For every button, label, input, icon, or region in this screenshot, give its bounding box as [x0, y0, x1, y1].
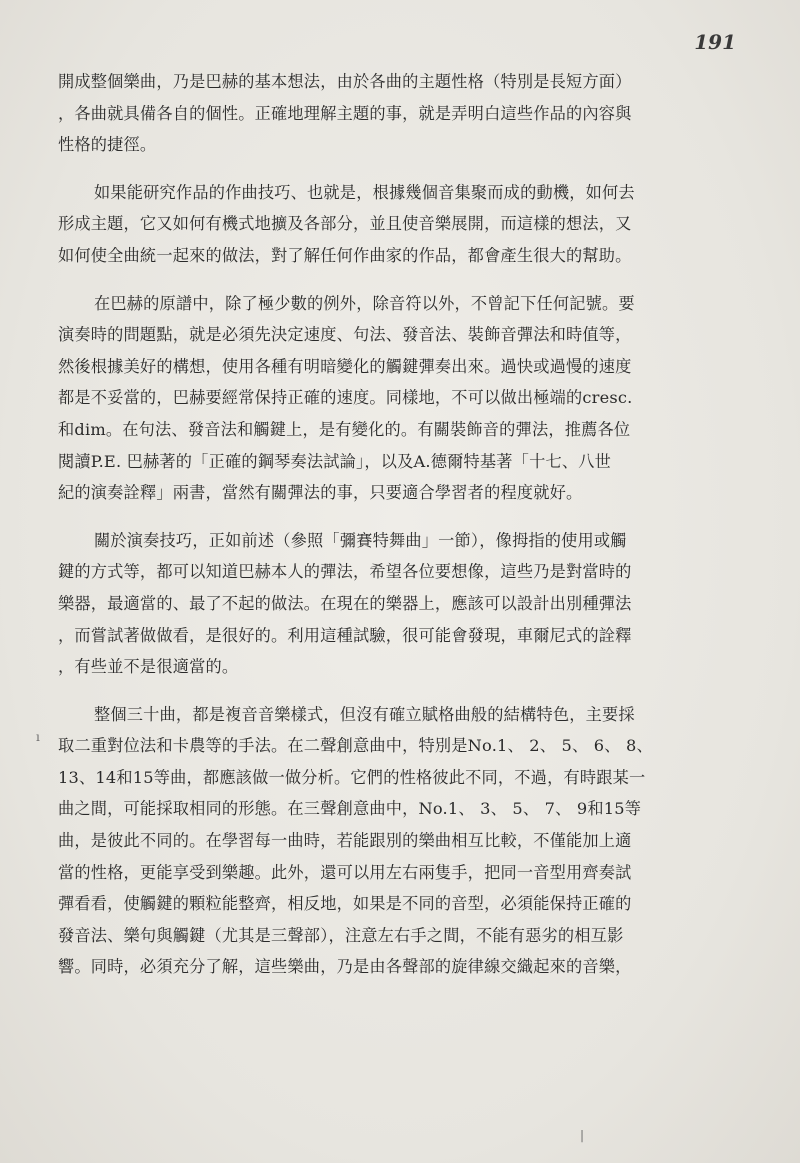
text-line: 開成整個樂曲，乃是巴赫的基本想法，由於各曲的主題性格（特別是長短方面） [58, 72, 632, 91]
page-number: 191 [694, 30, 736, 54]
text-line: 發音法、樂句與觸鍵（尤其是三聲部），注意左右手之間，不能有惡劣的相互影 [58, 925, 624, 945]
text-line: ，而嘗試著做做看，是很好的。利用這種試驗，很可能會發現，車爾尼式的詮釋 [58, 625, 632, 645]
text-line: 演奏時的問題點，就是必須先決定速度、句法、發音法、裝飾音彈法和時值等， [58, 325, 632, 345]
paragraph-2 [58, 177, 744, 272]
text-line: 閱讀P.E. 巴赫著的「正確的鋼琴奏法試論」，以及A.德爾特基著「十七、八世 [58, 451, 612, 471]
text-line: 都是不妥當的，巴赫要經常保持正確的速度。同樣地，不可以做出極端的cresc. [58, 388, 633, 408]
text-line: 如何使全曲統一起來的做法，對了解任何作曲家的作品，都會產生很大的幫助。 [58, 245, 632, 265]
text-line: 取二重對位法和卡農等的手法。在二聲創意曲中，特別是No.1、 2、 5、 6、 8、 [58, 736, 653, 756]
text-line: 13、14和15等曲，都應該做一做分析。它們的性格彼此不同，不過，有時跟某一 [58, 767, 646, 787]
paragraph-3 [58, 288, 744, 509]
text-line: 曲，是彼此不同的。在學習每一曲時，若能跟別的樂曲相互比較，不僅能加上適 [58, 831, 632, 851]
text-line: 彈看看，使觸鍵的顆粒能整齊，相反地，如果是不同的音型，必須能保持正確的 [58, 894, 632, 914]
text-line: 性格的捷徑。 [58, 135, 157, 155]
paragraph-1 [58, 66, 744, 161]
paragraph-4 [58, 525, 744, 683]
text-line: 紀的演奏詮釋」兩書，當然有關彈法的事，只要適合學習者的程度就好。 [58, 483, 583, 503]
text-line: 鍵的方式等，都可以知道巴赫本人的彈法，希望各位要想像，這些乃是對當時的 [58, 562, 632, 582]
text-line: ，有些並不是很適當的。 [58, 657, 239, 677]
text-line: ，各曲就具備各自的個性。正確地理解主題的事，就是弄明白這些作品的內容與 [58, 103, 632, 123]
body-text [58, 66, 744, 999]
text-line: 和dim。在句法、發音法和觸鍵上，是有變化的。有關裝飾音的彈法，推薦各位 [58, 419, 631, 439]
text-line: 形成主題，它又如何有機式地擴及各部分，並且使音樂展開，而這樣的想法，又 [58, 214, 632, 234]
text-line: 整個三十曲，都是複音音樂樣式，但沒有確立賦格曲般的結構特色，主要採 [94, 704, 635, 724]
scan-mark: ı [36, 730, 40, 744]
scan-mark: | [580, 1128, 585, 1142]
text-line: 曲之間，可能採取相同的形態。在三聲創意曲中，No.1、 3、 5、 7、 9和15等 [58, 799, 642, 819]
text-line: 樂器，最適當的、最了不起的做法。在現在的樂器上，應該可以設計出別種彈法 [58, 593, 632, 613]
text-line: 如果能研究作品的作曲技巧、也就是，根據幾個音集聚而成的動機，如何去 [94, 182, 635, 202]
text-line: 關於演奏技巧，正如前述（參照「彌賽特舞曲」一節），像拇指的使用或觸 [94, 530, 627, 550]
text-line: 當的性格，更能享受到樂趣。此外，還可以用左右兩隻手，把同一音型用齊奏試 [58, 862, 632, 882]
paragraph-5 [58, 699, 744, 983]
text-line: 在巴赫的原譜中，除了極少數的例外，除音符以外，不曾記下任何記號。要 [94, 293, 635, 313]
text-line: 響。同時，必須充分了解，這些樂曲，乃是由各聲部的旋律線交織起來的音樂， [58, 957, 632, 977]
text-line: 然後根據美好的構想，使用各種有明暗變化的觸鍵彈奏出來。過快或過慢的速度 [58, 356, 632, 376]
